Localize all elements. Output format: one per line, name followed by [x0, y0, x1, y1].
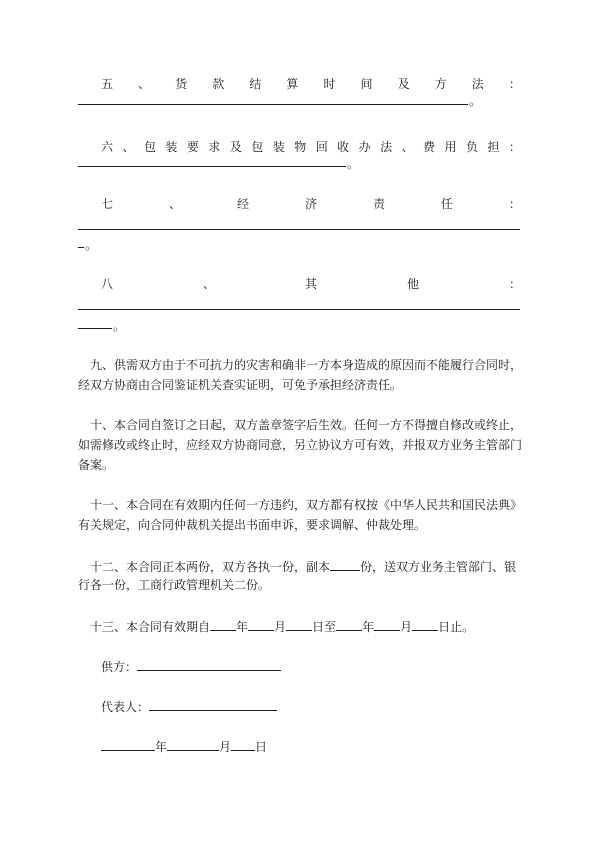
clause-7-heading — [101, 197, 521, 211]
clause-7-char: ： — [508, 197, 521, 211]
clause-6-char: 六 — [101, 140, 114, 154]
copies-blank[interactable] — [330, 558, 360, 571]
clause-8-blank-line[interactable] — [78, 309, 520, 310]
clause-12-line-2: 行各一份，工商行政管理机关二份。 — [78, 578, 271, 592]
clause-5-heading — [101, 77, 521, 91]
signing-date-line — [101, 738, 267, 754]
clause-6-blank-line[interactable] — [78, 166, 346, 167]
clause-13-year-2: 年 — [362, 620, 375, 634]
clause-5-char: 结 — [249, 77, 262, 91]
clause-5-period: 。 — [469, 94, 482, 108]
clause-6-char: 包 — [143, 140, 156, 154]
clause-13-line — [90, 618, 474, 634]
clause-7-char: 、 — [168, 197, 181, 211]
clause-7-char: 济 — [304, 197, 317, 211]
end-year-blank[interactable] — [336, 618, 362, 631]
clause-10-line-2: 如需修改或终止时，应经双方协商同意，另立协议方可有效，并报双方业务主管部门 — [78, 438, 523, 452]
clause-6-char: 包 — [251, 140, 264, 154]
clause-8-char: 他 — [406, 277, 419, 291]
clause-6-char: 用 — [444, 140, 457, 154]
clause-6-char: 求 — [208, 140, 221, 154]
clause-9-line-1: 九、供需双方由于不可抗力的灾害和确非一方本身造成的原因而不能履行合同时， — [90, 358, 523, 372]
clause-5-char: 及 — [397, 77, 410, 91]
end-day-blank[interactable] — [412, 618, 438, 631]
clause-6-char: 要 — [186, 140, 199, 154]
clause-6-char: 负 — [465, 140, 478, 154]
clause-5-char: 算 — [286, 77, 299, 91]
clause-8-char: ： — [508, 277, 521, 291]
clause-7-char: 七 — [101, 197, 114, 211]
clause-10-line-1: 十、本合同自签订之日起，双方盖章签字后生效。任何一方不得擅自修改或终止， — [90, 418, 523, 432]
representative-label: 代表人： — [101, 700, 150, 714]
clause-5-blank-line[interactable] — [78, 104, 468, 105]
clause-7-char: 责 — [372, 197, 385, 211]
clause-5-char: 时 — [323, 77, 336, 91]
clause-7-period: 。 — [85, 238, 98, 252]
clause-5-char: 、 — [138, 77, 151, 91]
start-day-blank[interactable] — [286, 618, 312, 631]
representative-field[interactable] — [149, 698, 277, 711]
clause-6-char: 装 — [272, 140, 285, 154]
clause-8-blank-line-2[interactable] — [78, 328, 112, 329]
clause-6-char: 、 — [401, 140, 414, 154]
sign-day-blank[interactable] — [231, 738, 255, 751]
clause-8-char: 、 — [202, 277, 215, 291]
clause-6-char: ： — [508, 140, 521, 154]
sign-day-label: 日 — [255, 740, 268, 754]
clause-6-char: 办 — [358, 140, 371, 154]
clause-6-char: 收 — [337, 140, 350, 154]
representative-line — [101, 698, 277, 714]
clause-5-char: ： — [508, 77, 521, 91]
clause-5-char: 款 — [212, 77, 225, 91]
sign-month-label: 月 — [219, 740, 232, 754]
start-year-blank[interactable] — [210, 618, 236, 631]
sign-year-label: 年 — [155, 740, 168, 754]
clause-5-char: 间 — [360, 77, 373, 91]
clause-6-char: 回 — [315, 140, 328, 154]
clause-8-period: 。 — [113, 319, 126, 333]
clause-13-month-1: 月 — [274, 620, 287, 634]
clause-6-char: 装 — [165, 140, 178, 154]
clause-12-text-b: 份，送双方业务主管部门、银 — [360, 560, 517, 574]
clause-13-text-a: 十三、本合同有效期自 — [90, 620, 211, 634]
clause-11-line-1: 十一、本合同在有效期内任何一方违约，双方都有权按《中华人民共和国民法典》 — [90, 498, 523, 512]
clause-6-heading — [101, 140, 521, 154]
clause-13-month-2: 月 — [400, 620, 413, 634]
clause-13-year-1: 年 — [236, 620, 249, 634]
supplier-label: 供方： — [101, 660, 138, 674]
clause-12-text-a: 十二、本合同正本两份，双方各执一份，副本 — [90, 560, 331, 574]
sign-month-blank[interactable] — [167, 738, 219, 751]
end-month-blank[interactable] — [374, 618, 400, 631]
clause-9-line-2: 经双方协商由合同鉴证机关查实证明，可免予承担经济责任。 — [78, 378, 403, 392]
clause-6-period: 。 — [347, 157, 360, 171]
clause-6-char: 及 — [229, 140, 242, 154]
start-month-blank[interactable] — [248, 618, 274, 631]
sign-year-blank[interactable] — [101, 738, 155, 751]
supplier-field[interactable] — [137, 658, 281, 671]
clause-6-char: 物 — [294, 140, 307, 154]
clause-10-line-3: 备案。 — [78, 458, 115, 472]
clause-5-char: 方 — [434, 77, 447, 91]
clause-7-char: 任 — [440, 197, 453, 211]
clause-7-blank-line[interactable] — [78, 229, 520, 230]
clause-7-char: 经 — [236, 197, 249, 211]
clause-6-char: 担 — [487, 140, 500, 154]
clause-12-line-1 — [90, 558, 516, 574]
clause-7-blank-line-2[interactable] — [78, 247, 84, 248]
clause-8-heading — [101, 277, 521, 291]
clause-13-end: 日止。 — [438, 620, 475, 634]
clause-6-char: 、 — [122, 140, 135, 154]
clause-5-char: 五 — [101, 77, 114, 91]
clause-11-line-2: 有关规定，向合同仲裁机关提出书面申诉，要求调解、仲裁处理。 — [78, 518, 427, 532]
clause-6-char: 费 — [423, 140, 436, 154]
supplier-line — [101, 658, 281, 674]
clause-13-until: 日至 — [312, 620, 337, 634]
clause-5-char: 货 — [175, 77, 188, 91]
clause-8-char: 其 — [304, 277, 317, 291]
clause-6-char: 法 — [380, 140, 393, 154]
clause-8-char: 八 — [101, 277, 114, 291]
clause-5-char: 法 — [471, 77, 484, 91]
